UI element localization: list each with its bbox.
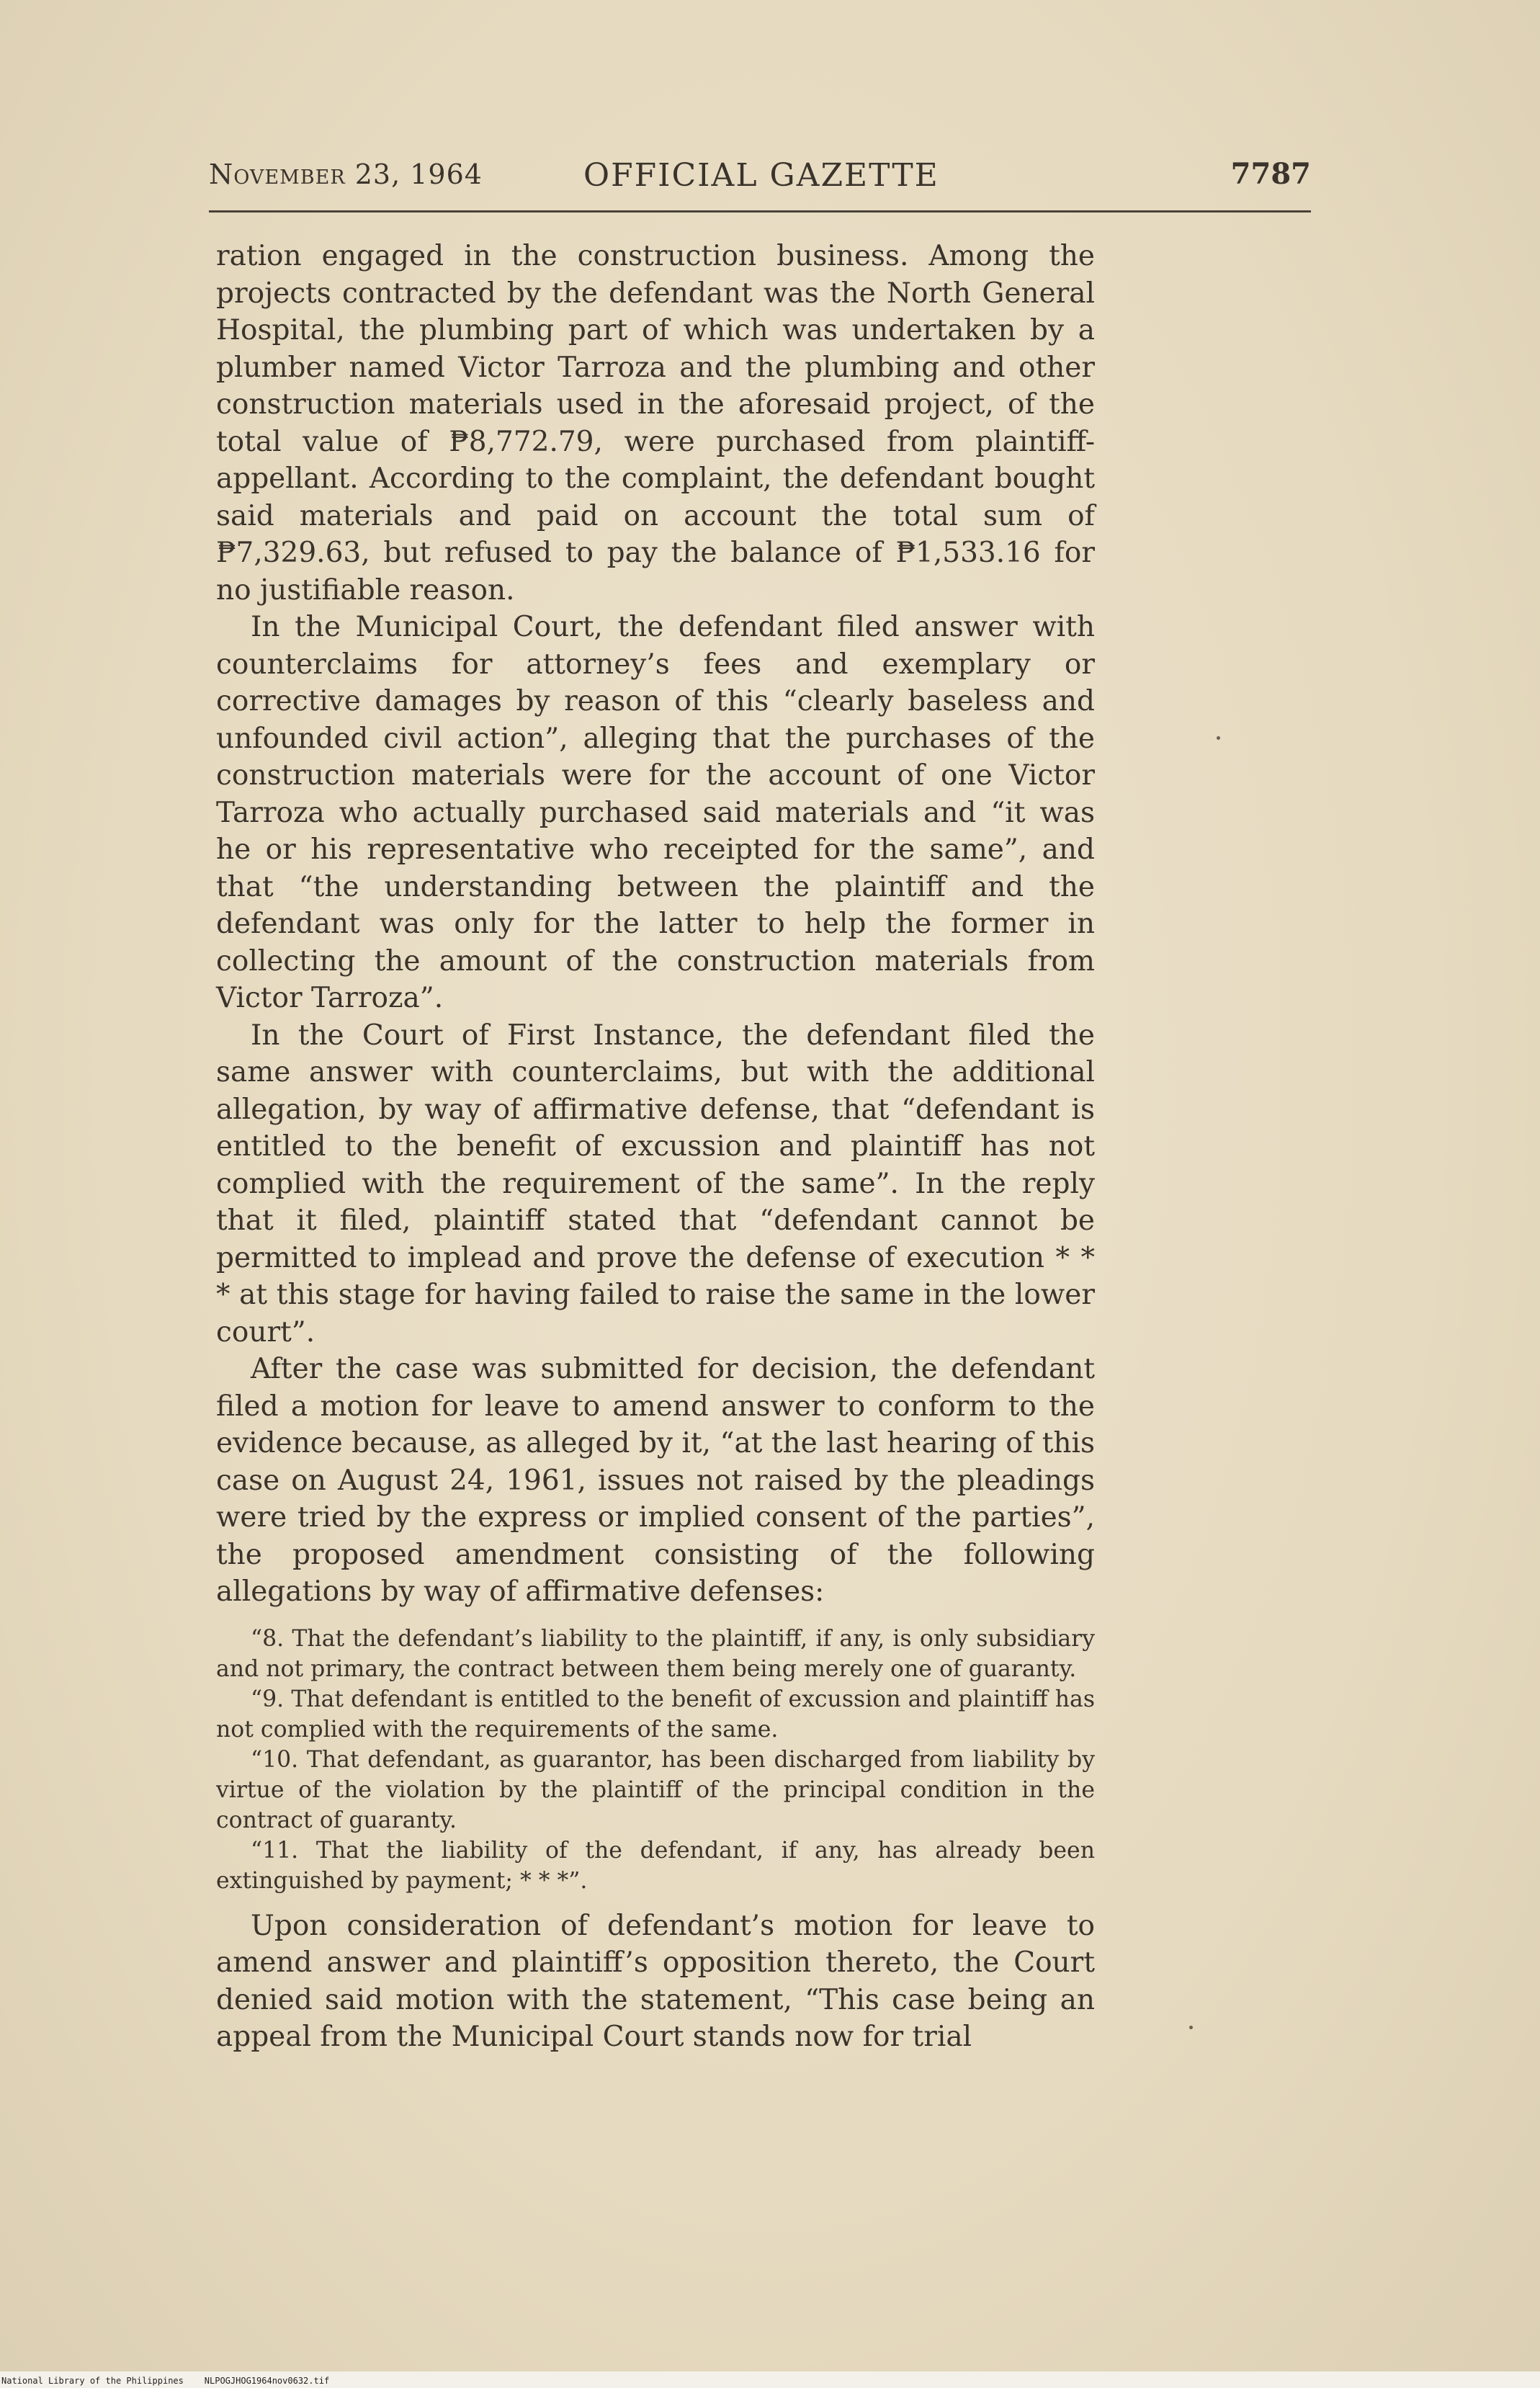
scan-footer <box>1 2376 329 2386</box>
quoted-allegations <box>216 1624 1095 1896</box>
page-number: 7787 <box>1230 157 1311 191</box>
library-credit: National Library of the Philippines <box>1 2376 184 2386</box>
quoted-allegation: “8. That the defendant’s liability to the plaintiff, if any, is only subsidiary and not primary, the contract between them being merely one of guaranty. <box>216 1625 1095 1682</box>
publication-title: OFFICIAL GAZETTE <box>583 157 939 194</box>
body-paragraph: In the Municipal Court, the defendant filed answer with counterclaims for attorney’s fees and exemplary or corrective damages by reason of this “clearly baseless and unfounded civil action”, alleging that the purchases of the construction materials were for the account of one Victor Tarroza who actually purchased said materials and “it was he or his representative who receipted for the same”, and that “the understanding between the plaintiff and the defendant was only for the latter to help the former in collecting the amount of the construction materials from Victor Tarroza”. <box>216 611 1095 1014</box>
quoted-allegation: “9. That defendant is entitled to the benefit of excussion and plaintiff has not complied with the requirements of the same. <box>216 1686 1095 1743</box>
body-paragraph: ration engaged in the construction business. Among the projects contracted by the defendant was the North General Hospital, the plumbing part of which was undertaken by a plumber named Victor Tarroza and the plumbing and other construction materials used in the aforesaid project, of the total value of ₱8,772.79, were purchased from plaintiff-appellant. According to the complaint, the defendant bought said materials and paid on account the total sum of ₱7,329.63, but refused to pay the balance of ₱1,533.16 for no justifiable reason. <box>216 240 1095 607</box>
article-body <box>216 238 1095 2056</box>
issue-date: November 23, 1964 <box>209 158 483 190</box>
file-name: NLPOGJHOG1964nov0632.tif <box>204 2376 330 2386</box>
body-paragraph: Upon consideration of defendant’s motion for leave to amend answer and plaintiff’s opposition thereto, the Court denied said motion with the statement, “This case being an appeal from the Municipal Court stands now for trial <box>216 1909 1095 2053</box>
body-paragraph: After the case was submitted for decision, the defendant filed a motion for leave to amend answer to conform to the evidence because, as alleged by it, “at the last hearing of this case on August 24, 1961, issues not raised by the pleadings were tried by the express or implied consent of the parties”, the proposed amendment consisting of the following allegations by way of affirmative defenses: <box>216 1353 1095 1608</box>
body-paragraph: In the Court of First Instance, the defendant filed the same answer with counterclaims, but with the additional allegation, by way of affirmative defense, that “defendant is entitled to the benefit of excussion and plaintiff has not complied with the requirement of the same”. In the reply that it filed, plaintiff stated that “defendant cannot be permitted to implead and prove the defense of execution * * * at this stage for having failed to raise the same in the lower court”. <box>216 1019 1095 1349</box>
page-header <box>209 157 1311 200</box>
quoted-allegation: “10. That defendant, as guarantor, has been discharged from liability by virtue of the violation by the plaintiff of the principal condition in the contract of guaranty. <box>216 1746 1095 1833</box>
paper-speck <box>1189 2026 1193 2029</box>
quoted-allegation: “11. That the liability of the defendant, if any, has already been extinguished by payment; * * *”. <box>216 1837 1095 1894</box>
header-rule <box>209 210 1311 213</box>
paper-speck <box>1217 736 1220 740</box>
